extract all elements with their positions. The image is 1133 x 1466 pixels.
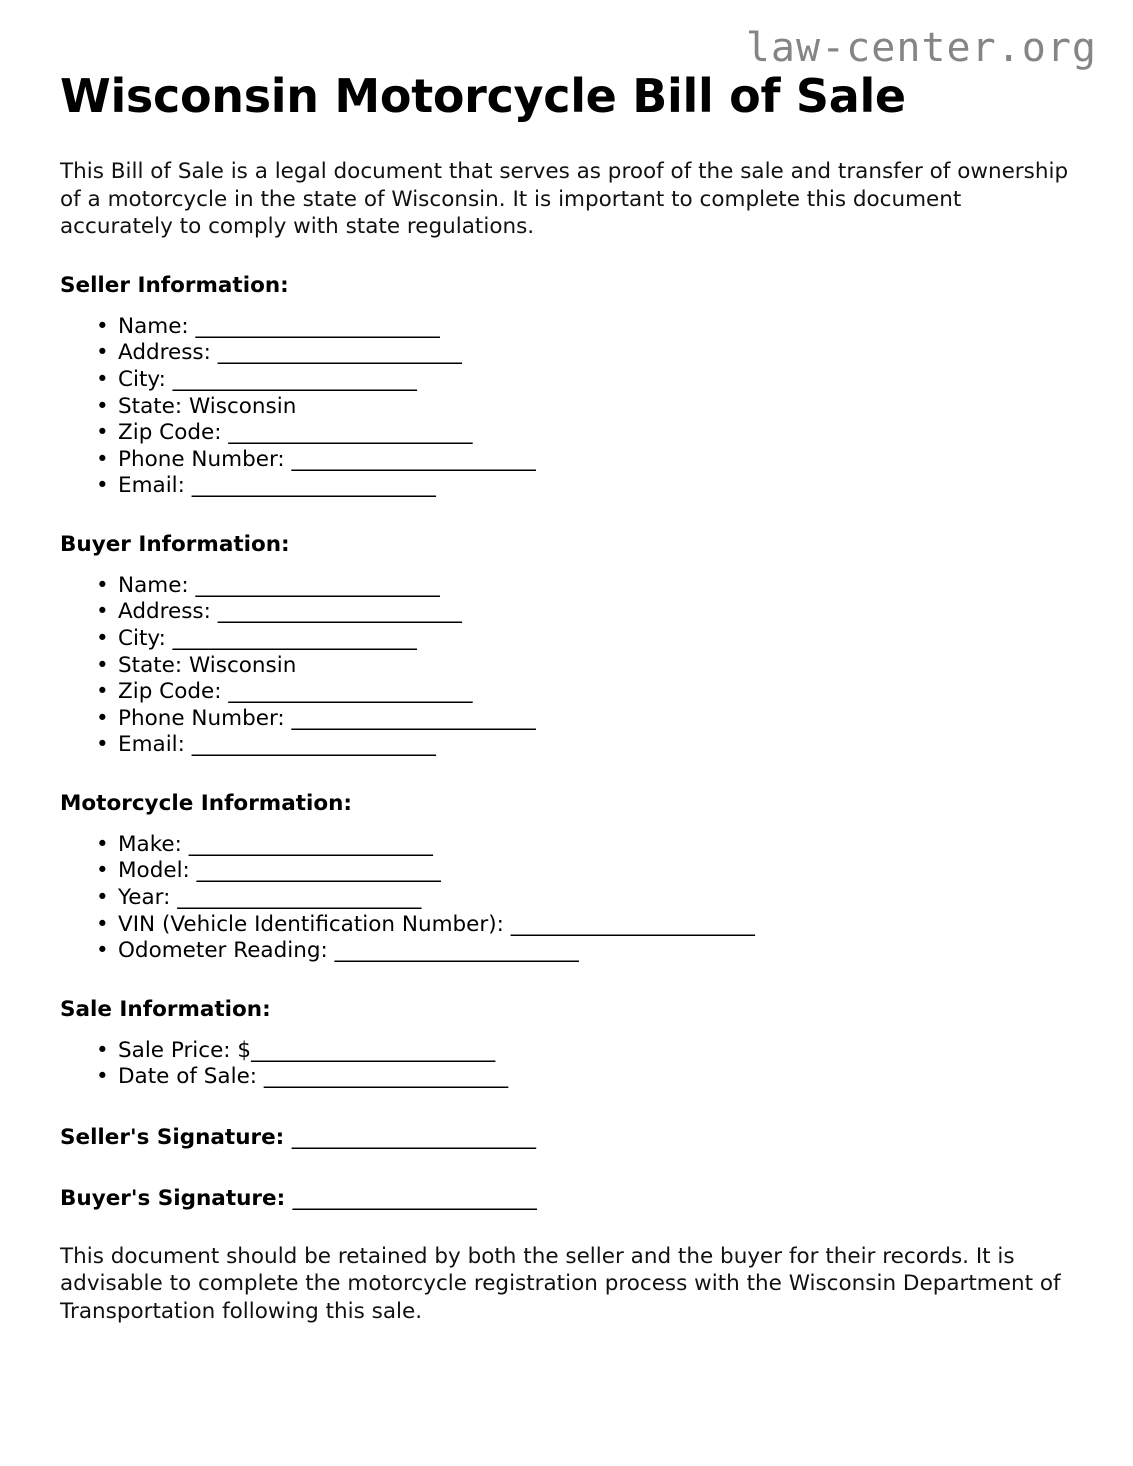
- field-blank[interactable]: ________________________: [217, 340, 462, 366]
- list-item: [118, 626, 1073, 653]
- motorcycle-information-heading: Motorcycle Information:: [60, 790, 353, 816]
- list-item: [118, 832, 1073, 859]
- list-item: [118, 573, 1073, 600]
- field-label: Email:: [118, 473, 192, 499]
- buyer-signature-label: Buyer's Signature:: [60, 1185, 293, 1211]
- field-label: Phone Number:: [118, 446, 292, 472]
- buyer-signature-blank[interactable]: ________________________: [292, 1185, 537, 1211]
- seller-fields-list: [60, 300, 1073, 500]
- field-blank[interactable]: ________________________: [228, 420, 472, 446]
- field-label: Name:: [118, 313, 196, 339]
- page-title: Wisconsin Motorcycle Bill of Sale: [60, 69, 906, 123]
- field-blank[interactable]: ________________________: [191, 732, 436, 758]
- field-blank[interactable]: ________________________: [172, 625, 417, 651]
- list-item: [118, 367, 1073, 394]
- field-blank[interactable]: ________________________: [172, 366, 417, 392]
- field-label: Sale Price: $: [118, 1037, 252, 1063]
- field-blank[interactable]: ________________________: [510, 911, 755, 937]
- field-label: VIN (Vehicle Identification Number):: [118, 911, 511, 937]
- sale-fields-list: [60, 1024, 1073, 1091]
- list-item: [118, 420, 1073, 447]
- field-label: Date of Sale:: [118, 1064, 264, 1090]
- field-label: Email:: [118, 732, 192, 758]
- field-label: Name:: [118, 572, 196, 598]
- field-label: Zip Code:: [118, 420, 229, 446]
- field-blank[interactable]: ________________________: [191, 473, 436, 499]
- list-item: [118, 706, 1073, 733]
- list-item: [118, 732, 1073, 759]
- field-blank[interactable]: ________________________: [195, 572, 440, 598]
- field-blank[interactable]: ________________________: [251, 1037, 495, 1063]
- field-label: City:: [118, 366, 173, 392]
- field-label: Address:: [118, 340, 218, 366]
- field-blank[interactable]: ________________________: [291, 705, 536, 731]
- field-label: Address:: [118, 599, 218, 625]
- list-item: [118, 858, 1073, 885]
- field-label: City:: [118, 625, 173, 651]
- list-item: [118, 1038, 1073, 1065]
- field-label: Make:: [118, 831, 189, 857]
- field-label: Year:: [118, 884, 178, 910]
- list-item: [118, 912, 1073, 939]
- field-label: Odometer Reading:: [118, 938, 335, 964]
- intro-paragraph: This Bill of Sale is a legal document that serves as proof of the sale and transfer of ownership of a motorcycle in the state of Wisconsin. It is important to complete this document accurately to comply with state regulations.: [60, 159, 1069, 240]
- list-item: [118, 599, 1073, 626]
- buyer-signature-line: [60, 1152, 1073, 1213]
- list-item: [118, 885, 1073, 912]
- seller-signature-blank[interactable]: ________________________: [291, 1124, 536, 1150]
- list-item: [118, 679, 1073, 706]
- buyer-information-heading: Buyer Information:: [60, 531, 290, 557]
- motorcycle-fields-list: [60, 818, 1073, 965]
- site-watermark: law-center.org: [745, 25, 1097, 71]
- outro-paragraph: This document should be retained by both the seller and the buyer for their records. It is advisable to complete the motorcycle registration process with the Wisconsin Department of Transportation following this sale.: [60, 1243, 1061, 1324]
- list-item: [118, 938, 1073, 965]
- sale-information-heading: Sale Information:: [60, 996, 271, 1022]
- seller-signature-line: [60, 1091, 1073, 1152]
- list-item: [118, 340, 1073, 367]
- field-blank[interactable]: ________________________: [263, 1064, 508, 1090]
- field-blank[interactable]: ________________________: [291, 446, 536, 472]
- field-label: Model:: [118, 858, 197, 884]
- list-item: [118, 394, 1073, 421]
- list-item: [118, 314, 1073, 341]
- list-item: [118, 447, 1073, 474]
- field-label: Phone Number:: [118, 705, 292, 731]
- field-blank[interactable]: ________________________: [334, 938, 579, 964]
- seller-signature-label: Seller's Signature:: [60, 1124, 292, 1150]
- field-blank[interactable]: ________________________: [177, 884, 421, 910]
- list-item: [118, 1064, 1073, 1091]
- field-blank[interactable]: ________________________: [188, 831, 433, 857]
- list-item: [118, 653, 1073, 680]
- list-item: [118, 473, 1073, 500]
- field-blank[interactable]: ________________________: [228, 679, 472, 705]
- seller-information-heading: Seller Information:: [60, 272, 289, 298]
- field-blank[interactable]: ________________________: [195, 313, 440, 339]
- field-label: State: Wisconsin: [118, 652, 297, 678]
- buyer-fields-list: [60, 559, 1073, 759]
- field-label: Zip Code:: [118, 679, 229, 705]
- field-blank[interactable]: ________________________: [217, 599, 462, 625]
- field-label: State: Wisconsin: [118, 393, 297, 419]
- field-blank[interactable]: ________________________: [196, 858, 441, 884]
